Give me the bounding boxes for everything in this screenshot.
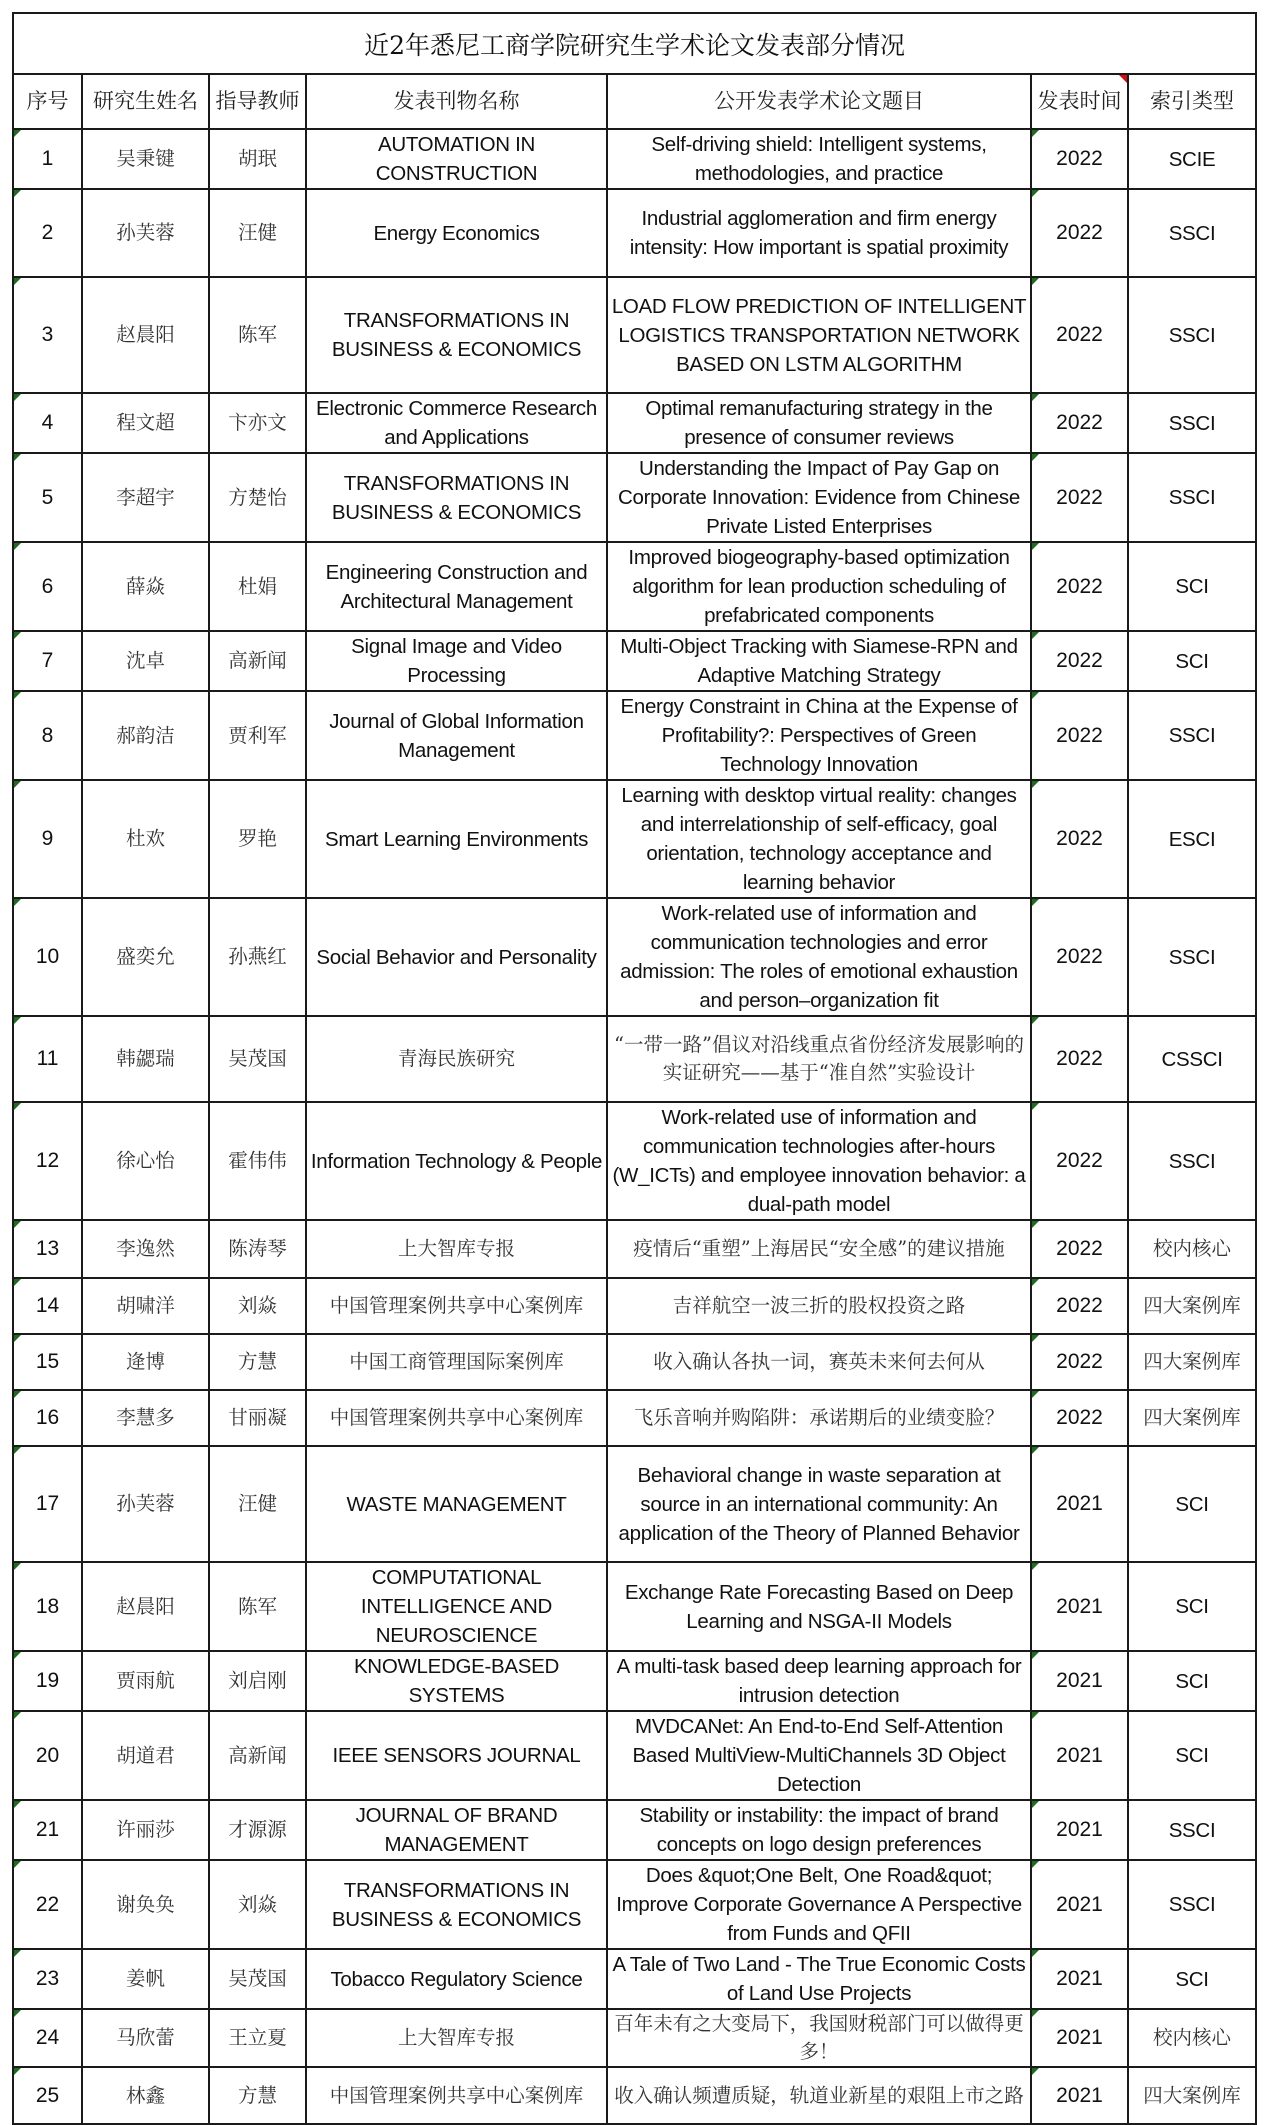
- cell-paper: 收入确认频遭质疑，轨道业新星的艰阻上市之路: [607, 2067, 1031, 2124]
- cell-student: 孙芙蓉: [82, 1446, 209, 1562]
- cell-index: 校内核心: [1128, 2009, 1256, 2067]
- cell-seq: 25: [13, 2067, 82, 2124]
- cell-paper: Stability or instability: the impact of brand concepts on logo design preferences: [607, 1800, 1031, 1860]
- cell-advisor: 贾利军: [209, 691, 306, 780]
- cell-index: CSSCI: [1128, 1016, 1256, 1102]
- cell-advisor: 汪健: [209, 1446, 306, 1562]
- cell-seq: 8: [13, 691, 82, 780]
- cell-student: 李逸然: [82, 1220, 209, 1278]
- table-row: [13, 1711, 1256, 1800]
- table-row: [13, 1949, 1256, 2009]
- cell-journal: Signal Image and Video Processing: [306, 631, 607, 691]
- cell-year: 2022: [1031, 1334, 1128, 1390]
- cell-advisor: 孙燕红: [209, 898, 306, 1016]
- table-row: [13, 1390, 1256, 1446]
- cell-seq: 11: [13, 1016, 82, 1102]
- cell-seq: 9: [13, 780, 82, 898]
- cell-paper: Work-related use of information and communication technologies after-hours (W_ICTs) and employee innovation behavior: a dual-path model: [607, 1102, 1031, 1220]
- cell-index: 四大案例库: [1128, 1334, 1256, 1390]
- table-row: [13, 129, 1256, 189]
- cell-advisor: 刘启刚: [209, 1651, 306, 1711]
- cell-paper: Behavioral change in waste separation at source in an international community: An application of the Theory of Planned Behavior: [607, 1446, 1031, 1562]
- header-paper: 公开发表学术论文题目: [607, 74, 1031, 129]
- cell-seq: 24: [13, 2009, 82, 2067]
- table-row: [13, 631, 1256, 691]
- cell-index: SCI: [1128, 631, 1256, 691]
- cell-year: 2021: [1031, 1711, 1128, 1800]
- cell-student: 胡道君: [82, 1711, 209, 1800]
- header-year: [1031, 74, 1128, 129]
- table-row: [13, 277, 1256, 393]
- cell-paper: Optimal remanufacturing strategy in the presence of consumer reviews: [607, 393, 1031, 453]
- cell-index: SSCI: [1128, 898, 1256, 1016]
- cell-advisor: 陈军: [209, 1562, 306, 1651]
- cell-seq: 19: [13, 1651, 82, 1711]
- table-row: [13, 1651, 1256, 1711]
- cell-student: 郝韵洁: [82, 691, 209, 780]
- cell-index: SCIE: [1128, 129, 1256, 189]
- cell-year: 2022: [1031, 1390, 1128, 1446]
- cell-advisor: 胡珉: [209, 129, 306, 189]
- cell-journal: TRANSFORMATIONS IN BUSINESS & ECONOMICS: [306, 277, 607, 393]
- cell-student: 林鑫: [82, 2067, 209, 2124]
- cell-advisor: 霍伟伟: [209, 1102, 306, 1220]
- cell-paper: Exchange Rate Forecasting Based on Deep Learning and NSGA-II Models: [607, 1562, 1031, 1651]
- cell-year: 2021: [1031, 1562, 1128, 1651]
- cell-seq: 5: [13, 453, 82, 542]
- table-row: [13, 1220, 1256, 1278]
- cell-seq: 2: [13, 189, 82, 277]
- cell-advisor: 高新闻: [209, 631, 306, 691]
- cell-student: 薛焱: [82, 542, 209, 631]
- cell-paper: Improved biogeography-based optimization algorithm for lean production scheduling of prefabricated components: [607, 542, 1031, 631]
- table-row: [13, 780, 1256, 898]
- header-journal: 发表刊物名称: [306, 74, 607, 129]
- cell-student: 贾雨航: [82, 1651, 209, 1711]
- table-row: [13, 393, 1256, 453]
- cell-student: 徐心怡: [82, 1102, 209, 1220]
- cell-paper: 飞乐音响并购陷阱：承诺期后的业绩变脸？: [607, 1390, 1031, 1446]
- cell-student: 谢奂奂: [82, 1860, 209, 1949]
- cell-paper: MVDCANet: An End-to-End Self-Attention Based MultiView-MultiChannels 3D Object Detection: [607, 1711, 1031, 1800]
- cell-paper: LOAD FLOW PREDICTION OF INTELLIGENT LOGISTICS TRANSPORTATION NETWORK BASED ON LSTM ALGORITHM: [607, 277, 1031, 393]
- cell-advisor: 方楚怡: [209, 453, 306, 542]
- cell-journal: 中国管理案例共享中心案例库: [306, 1390, 607, 1446]
- table-row: [13, 2067, 1256, 2124]
- cell-index: SCI: [1128, 1651, 1256, 1711]
- cell-year: 2021: [1031, 1860, 1128, 1949]
- cell-advisor: 高新闻: [209, 1711, 306, 1800]
- cell-advisor: 吴茂国: [209, 1949, 306, 2009]
- cell-year: 2021: [1031, 1651, 1128, 1711]
- cell-index: SCI: [1128, 542, 1256, 631]
- cell-advisor: 陈军: [209, 277, 306, 393]
- cell-index: SSCI: [1128, 1102, 1256, 1220]
- cell-paper: 百年未有之大变局下，我国财税部门可以做得更多！: [607, 2009, 1031, 2067]
- cell-journal: Engineering Construction and Architectural Management: [306, 542, 607, 631]
- cell-advisor: 才源源: [209, 1800, 306, 1860]
- cell-advisor: 罗艳: [209, 780, 306, 898]
- cell-journal: 中国管理案例共享中心案例库: [306, 1278, 607, 1334]
- cell-index: SCI: [1128, 1562, 1256, 1651]
- cell-seq: 15: [13, 1334, 82, 1390]
- cell-journal: AUTOMATION IN CONSTRUCTION: [306, 129, 607, 189]
- cell-paper: A Tale of Two Land - The True Economic Costs of Land Use Projects: [607, 1949, 1031, 2009]
- cell-index: SSCI: [1128, 393, 1256, 453]
- cell-seq: 3: [13, 277, 82, 393]
- cell-seq: 13: [13, 1220, 82, 1278]
- cell-student: 许丽莎: [82, 1800, 209, 1860]
- cell-year: 2022: [1031, 898, 1128, 1016]
- cell-seq: 12: [13, 1102, 82, 1220]
- cell-index: SSCI: [1128, 277, 1256, 393]
- cell-journal: 上大智库专报: [306, 2009, 607, 2067]
- cell-seq: 17: [13, 1446, 82, 1562]
- cell-journal: Tobacco Regulatory Science: [306, 1949, 607, 2009]
- cell-student: 程文超: [82, 393, 209, 453]
- cell-student: 吴秉键: [82, 129, 209, 189]
- cell-year: 2022: [1031, 393, 1128, 453]
- table-title: 近2年悉尼工商学院研究生学术论文发表部分情况: [13, 13, 1256, 74]
- cell-paper: “一带一路”倡议对沿线重点省份经济发展影响的实证研究——基于“准自然”实验设计: [607, 1016, 1031, 1102]
- cell-year: 2022: [1031, 453, 1128, 542]
- cell-journal: TRANSFORMATIONS IN BUSINESS & ECONOMICS: [306, 453, 607, 542]
- cell-advisor: 杜娟: [209, 542, 306, 631]
- header-advisor: 指导教师: [209, 74, 306, 129]
- cell-journal: JOURNAL OF BRAND MANAGEMENT: [306, 1800, 607, 1860]
- cell-index: SCI: [1128, 1949, 1256, 2009]
- cell-journal: KNOWLEDGE-BASED SYSTEMS: [306, 1651, 607, 1711]
- cell-seq: 20: [13, 1711, 82, 1800]
- cell-paper: Learning with desktop virtual reality: changes and interrelationship of self-efficacy, goal orientation, technology acceptance and learning behavior: [607, 780, 1031, 898]
- cell-student: 姜帆: [82, 1949, 209, 2009]
- header-row: [13, 74, 1256, 129]
- cell-journal: Smart Learning Environments: [306, 780, 607, 898]
- cell-journal: WASTE MANAGEMENT: [306, 1446, 607, 1562]
- cell-student: 马欣蕾: [82, 2009, 209, 2067]
- table-row: [13, 1860, 1256, 1949]
- cell-index: 四大案例库: [1128, 2067, 1256, 2124]
- cell-index: SCI: [1128, 1711, 1256, 1800]
- cell-seq: 16: [13, 1390, 82, 1446]
- cell-paper: Energy Constraint in China at the Expense of Profitability?: Perspectives of Green Technology Innovation: [607, 691, 1031, 780]
- cell-student: 沈卓: [82, 631, 209, 691]
- table-row: [13, 898, 1256, 1016]
- cell-paper: Multi-Object Tracking with Siamese-RPN and Adaptive Matching Strategy: [607, 631, 1031, 691]
- cell-paper: Does &quot;One Belt, One Road&quot; Improve Corporate Governance A Perspective from Funds and QFII: [607, 1860, 1031, 1949]
- cell-journal: Electronic Commerce Research and Applications: [306, 393, 607, 453]
- cell-advisor: 陈涛琴: [209, 1220, 306, 1278]
- cell-student: 李慧多: [82, 1390, 209, 1446]
- cell-student: 胡啸洋: [82, 1278, 209, 1334]
- cell-seq: 23: [13, 1949, 82, 2009]
- table-row: [13, 691, 1256, 780]
- cell-student: 杜欢: [82, 780, 209, 898]
- cell-paper: 吉祥航空一波三折的股权投资之路: [607, 1278, 1031, 1334]
- cell-journal: COMPUTATIONAL INTELLIGENCE AND NEUROSCIENCE: [306, 1562, 607, 1651]
- cell-paper: Understanding the Impact of Pay Gap on Corporate Innovation: Evidence from Chinese Private Listed Enterprises: [607, 453, 1031, 542]
- cell-year: 2022: [1031, 277, 1128, 393]
- cell-advisor: 卞亦文: [209, 393, 306, 453]
- cell-advisor: 王立夏: [209, 2009, 306, 2067]
- header-index: 索引类型: [1128, 74, 1256, 129]
- table-row: [13, 2009, 1256, 2067]
- cell-year: 2022: [1031, 1102, 1128, 1220]
- cell-journal: 中国工商管理国际案例库: [306, 1334, 607, 1390]
- cell-paper: Industrial agglomeration and firm energy intensity: How important is spatial proximity: [607, 189, 1031, 277]
- table-row: [13, 1562, 1256, 1651]
- cell-year: 2022: [1031, 542, 1128, 631]
- cell-seq: 18: [13, 1562, 82, 1651]
- cell-journal: Information Technology & People: [306, 1102, 607, 1220]
- comment-marker-icon[interactable]: [1119, 75, 1127, 83]
- cell-year: 2022: [1031, 189, 1128, 277]
- cell-seq: 1: [13, 129, 82, 189]
- cell-seq: 4: [13, 393, 82, 453]
- cell-index: ESCI: [1128, 780, 1256, 898]
- cell-journal: 青海民族研究: [306, 1016, 607, 1102]
- cell-seq: 7: [13, 631, 82, 691]
- cell-index: SSCI: [1128, 1860, 1256, 1949]
- cell-journal: Social Behavior and Personality: [306, 898, 607, 1016]
- cell-index: 四大案例库: [1128, 1278, 1256, 1334]
- cell-seq: 6: [13, 542, 82, 631]
- cell-year: 2022: [1031, 129, 1128, 189]
- cell-paper: Work-related use of information and communication technologies and error admission: The roles of emotional exhaustion and person–organization fit: [607, 898, 1031, 1016]
- cell-year: 2021: [1031, 1800, 1128, 1860]
- cell-year: 2021: [1031, 1949, 1128, 2009]
- cell-year: 2022: [1031, 1278, 1128, 1334]
- table-row: [13, 1446, 1256, 1562]
- cell-index: SSCI: [1128, 691, 1256, 780]
- header-seq: 序号: [13, 74, 82, 129]
- cell-advisor: 方慧: [209, 1334, 306, 1390]
- cell-advisor: 吴茂国: [209, 1016, 306, 1102]
- cell-student: 孙芙蓉: [82, 189, 209, 277]
- cell-index: SCI: [1128, 1446, 1256, 1562]
- publications-table: [12, 12, 1257, 2125]
- table-row: [13, 1278, 1256, 1334]
- table-row: [13, 1016, 1256, 1102]
- cell-year: 2021: [1031, 2009, 1128, 2067]
- cell-advisor: 方慧: [209, 2067, 306, 2124]
- cell-year: 2021: [1031, 1446, 1128, 1562]
- cell-seq: 22: [13, 1860, 82, 1949]
- cell-index: SSCI: [1128, 453, 1256, 542]
- cell-journal: Journal of Global Information Management: [306, 691, 607, 780]
- cell-index: SSCI: [1128, 1800, 1256, 1860]
- cell-seq: 10: [13, 898, 82, 1016]
- cell-journal: 中国管理案例共享中心案例库: [306, 2067, 607, 2124]
- cell-journal: IEEE SENSORS JOURNAL: [306, 1711, 607, 1800]
- header-student: 研究生姓名: [82, 74, 209, 129]
- cell-year: 2022: [1031, 1016, 1128, 1102]
- cell-student: 韩勰瑞: [82, 1016, 209, 1102]
- cell-journal: TRANSFORMATIONS IN BUSINESS & ECONOMICS: [306, 1860, 607, 1949]
- cell-paper: Self-driving shield: Intelligent systems, methodologies, and practice: [607, 129, 1031, 189]
- cell-paper: A multi-task based deep learning approach for intrusion detection: [607, 1651, 1031, 1711]
- cell-paper: 疫情后“重塑”上海居民“安全感”的建议措施: [607, 1220, 1031, 1278]
- cell-paper: 收入确认各执一词，赛英未来何去何从: [607, 1334, 1031, 1390]
- cell-advisor: 刘焱: [209, 1860, 306, 1949]
- table-row: [13, 1800, 1256, 1860]
- cell-student: 赵晨阳: [82, 277, 209, 393]
- cell-index: SSCI: [1128, 189, 1256, 277]
- table-row: [13, 1102, 1256, 1220]
- cell-student: 盛奕允: [82, 898, 209, 1016]
- cell-journal: 上大智库专报: [306, 1220, 607, 1278]
- table-row: [13, 189, 1256, 277]
- cell-journal: Energy Economics: [306, 189, 607, 277]
- table-row: [13, 453, 1256, 542]
- cell-student: 李超宇: [82, 453, 209, 542]
- table-row: [13, 1334, 1256, 1390]
- cell-year: 2022: [1031, 1220, 1128, 1278]
- table-row: [13, 542, 1256, 631]
- cell-student: 逄博: [82, 1334, 209, 1390]
- header-year-label: 发表时间: [1037, 89, 1122, 113]
- cell-year: 2022: [1031, 691, 1128, 780]
- cell-student: 赵晨阳: [82, 1562, 209, 1651]
- cell-index: 四大案例库: [1128, 1390, 1256, 1446]
- cell-advisor: 刘焱: [209, 1278, 306, 1334]
- cell-index: 校内核心: [1128, 1220, 1256, 1278]
- cell-advisor: 甘丽凝: [209, 1390, 306, 1446]
- cell-seq: 14: [13, 1278, 82, 1334]
- cell-year: 2021: [1031, 2067, 1128, 2124]
- cell-seq: 21: [13, 1800, 82, 1860]
- cell-year: 2022: [1031, 631, 1128, 691]
- cell-year: 2022: [1031, 780, 1128, 898]
- cell-advisor: 汪健: [209, 189, 306, 277]
